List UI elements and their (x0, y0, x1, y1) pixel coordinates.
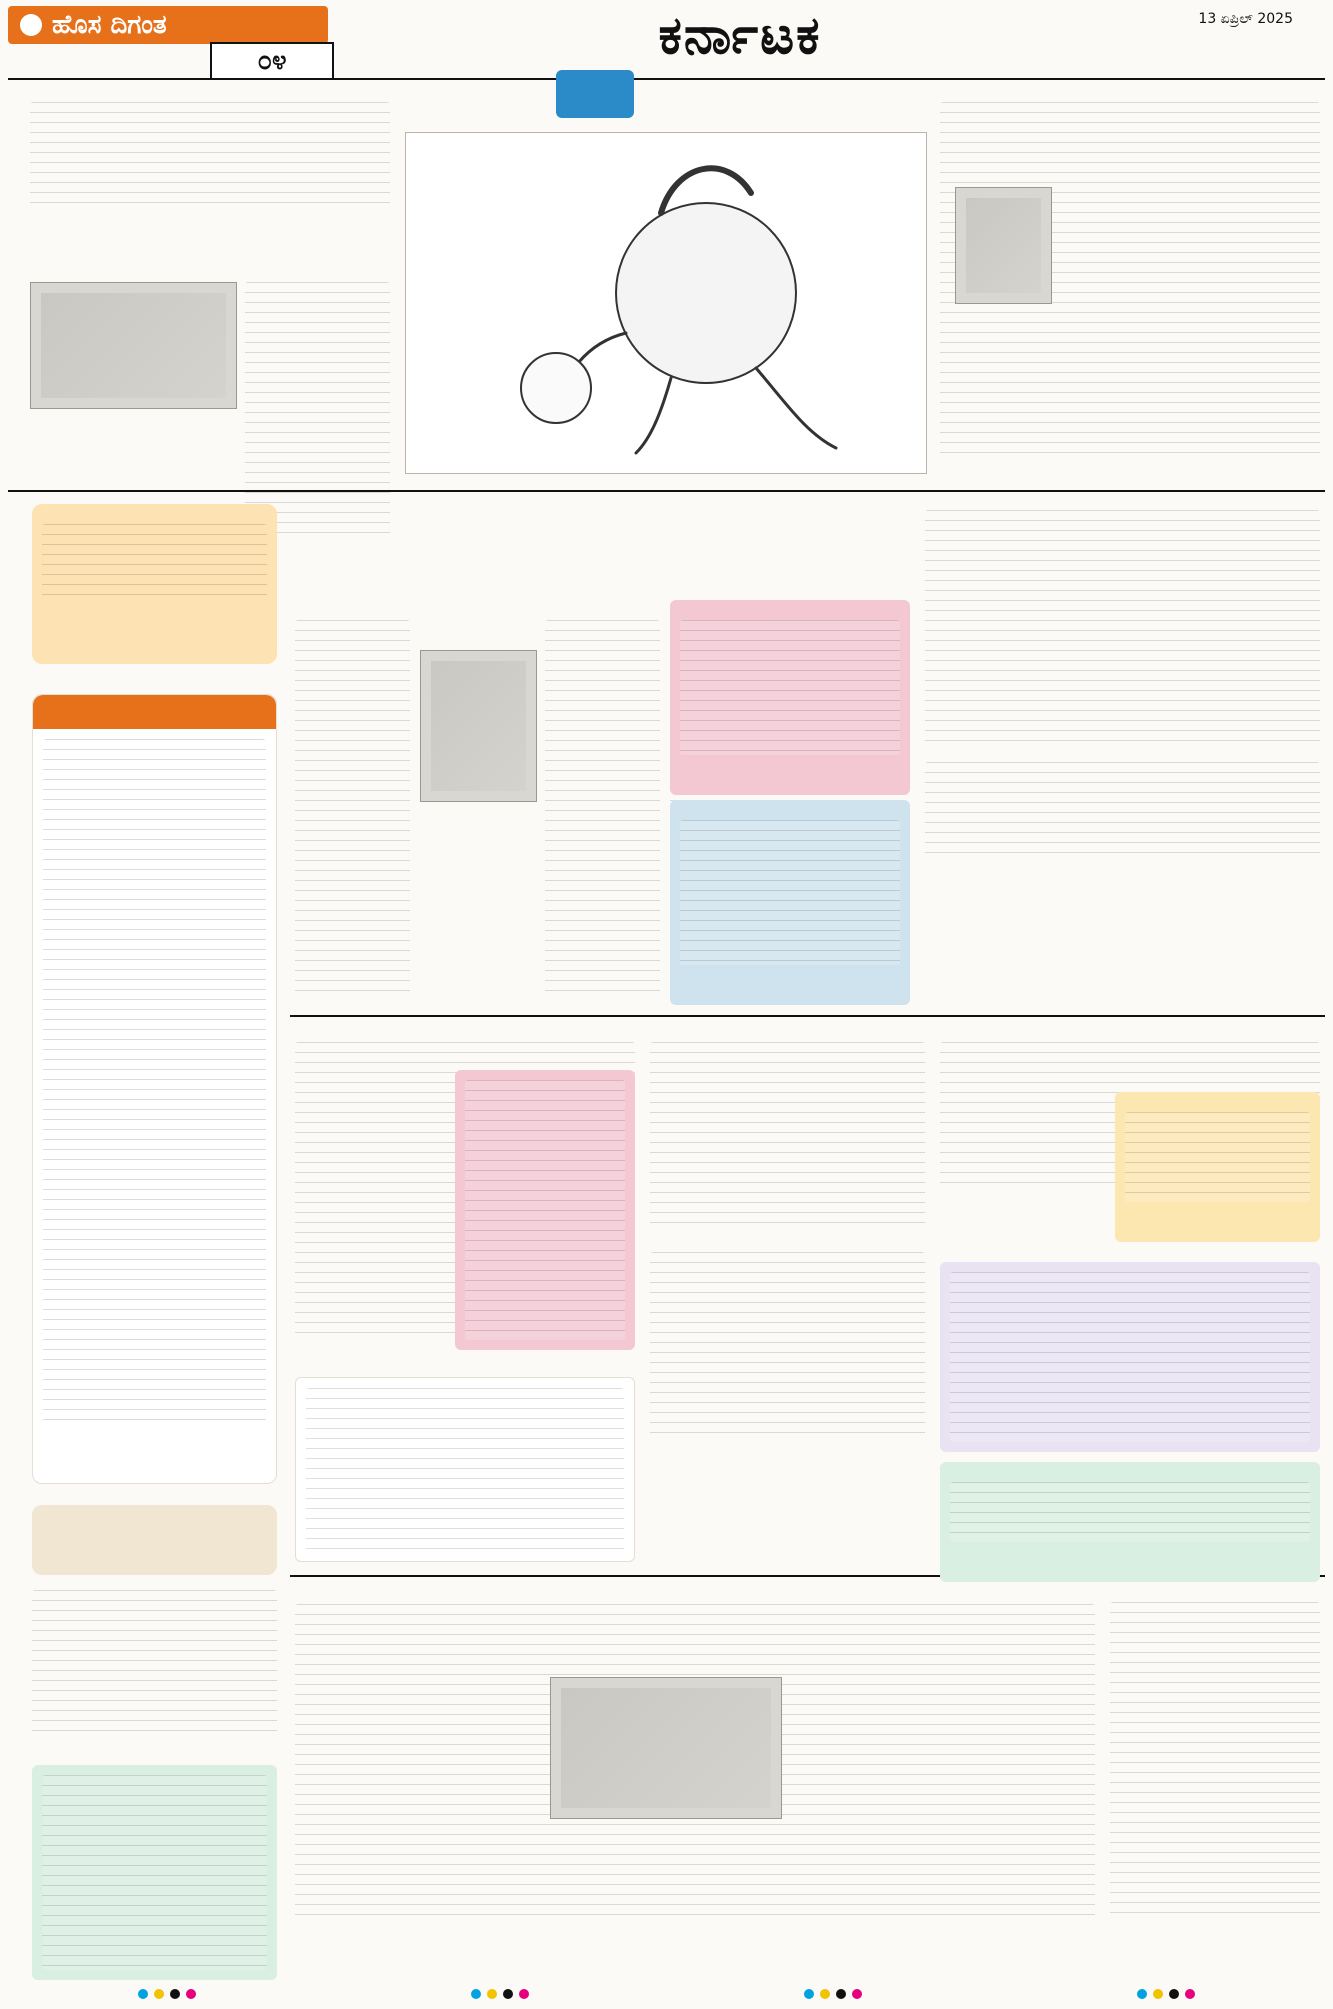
top-left-story (30, 92, 390, 212)
bottom-photo (550, 1677, 782, 1819)
lower-pink-box (455, 1070, 635, 1350)
horoscope-title (33, 695, 276, 729)
masthead (0, 0, 1333, 80)
right-middle-story (925, 500, 1320, 857)
center-body-2 (545, 620, 660, 1000)
lower-col2 (650, 1032, 925, 1442)
mid-rule (8, 490, 1325, 492)
registration-dotgroup-1 (138, 1989, 196, 1999)
section-title: ಕರ್ನಾಟಕ (658, 6, 822, 66)
pink-box (670, 600, 910, 795)
left-bottom-body-1 (32, 1590, 277, 1740)
top-left-photo (30, 282, 237, 409)
brand-name: ಹೊಸ ದಿಗಂತ (52, 9, 167, 40)
mid-right-body (650, 1252, 925, 1442)
lower-col2-body (650, 1042, 925, 1232)
bottom-right-body (1110, 1602, 1320, 1922)
lower-pink-box-body (465, 1080, 625, 1340)
sidebar-panel-1 (32, 504, 277, 664)
brand-logo-icon (20, 14, 42, 36)
blue-box-body (680, 820, 900, 965)
left-bottom-box-body (42, 1775, 267, 1970)
top-left-body (30, 102, 390, 212)
cartoon-illustration (406, 133, 926, 473)
bottom-right-story (1110, 1592, 1320, 1922)
registration-dots (0, 1987, 1333, 2001)
purple-box-body (950, 1272, 1310, 1442)
top-right-story (940, 92, 1320, 462)
sidebar-panel-body (42, 524, 267, 602)
center-body-1 (295, 620, 410, 1000)
right-small-body (925, 762, 1320, 857)
date: 13 ಏಪ್ರಿಲ್ 2025 (1198, 11, 1293, 27)
cartoon (405, 132, 927, 474)
top-right-photo (955, 187, 1052, 304)
blue-box (670, 800, 910, 1005)
lower-col3 (940, 1032, 1320, 1192)
pink-box-body (680, 620, 900, 755)
quick-news-header (32, 1505, 277, 1575)
lower-col1-subbox (295, 1377, 635, 1562)
registration-dotgroup-4 (1137, 1989, 1195, 1999)
left-bottom-box (32, 1765, 277, 1980)
lower-green-box-body (950, 1482, 1310, 1542)
dateline (1103, 10, 1293, 28)
cartoon-tag (556, 70, 634, 118)
lower-col1-subbox-body (306, 1388, 624, 1553)
page-number: ೦೪ (210, 42, 334, 80)
center-main-story (295, 500, 905, 506)
lower-yellow-box-body (1125, 1112, 1310, 1202)
lower-green-box (940, 1462, 1320, 1582)
horoscope-body (43, 739, 266, 1429)
left-bottom-column (32, 1590, 277, 1980)
center-portrait (420, 650, 537, 802)
registration-dotgroup-2 (471, 1989, 529, 1999)
lower-yellow-box (1115, 1092, 1320, 1242)
right-middle-body (925, 510, 1320, 750)
top-rule (8, 78, 1325, 80)
lower-rule (290, 1015, 1325, 1017)
purple-box (940, 1262, 1320, 1452)
bottom-story (295, 1592, 1095, 1924)
horoscope (32, 694, 277, 1484)
registration-dotgroup-3 (804, 1989, 862, 1999)
brand-plate (8, 6, 328, 44)
